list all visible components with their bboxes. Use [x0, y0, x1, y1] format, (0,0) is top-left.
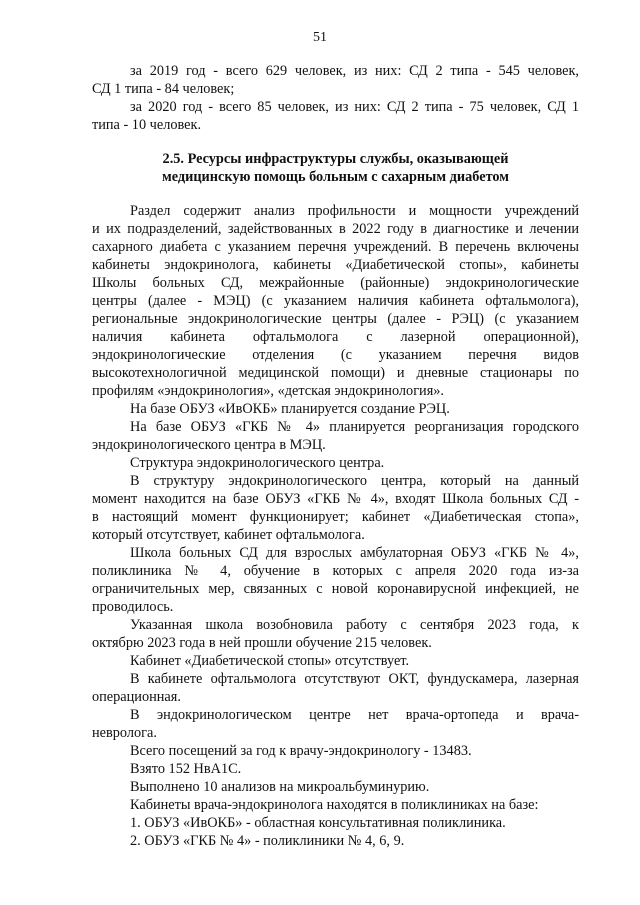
text-line: проводилось. [92, 599, 174, 615]
text-line: который отсутствует, кабинет офтальмолога. [92, 527, 365, 543]
text-line: октябрю 2023 года в ней прошли обучение 215 человек. [92, 635, 432, 651]
text-line: Школы больных СД, межрайонные (районные) эндокринологические [92, 275, 579, 291]
text-line: СД 1 типа - 84 человек; [92, 81, 235, 97]
text-line: профилям «эндокринология», «детская эндокринология». [92, 383, 445, 399]
text-line: Школа больных СД для взрослых амбулаторная ОБУЗ «ГКБ № 4», [130, 545, 579, 561]
text-line: кабинеты эндокринолога, кабинеты «Диабетической стопы», кабинеты [92, 257, 579, 273]
text-line: 2. ОБУЗ «ГКБ № 4» - поликлиники № 4, 6, 9. [130, 833, 405, 849]
text-line: региональные эндокринологические центры (далее - РЭЦ) (с указанием [92, 311, 579, 327]
text-line: Кабинеты врача-эндокринолога находятся в поликлиниках на базе: [130, 797, 539, 813]
text-line: эндокринологического центра в МЭЦ. [92, 437, 326, 453]
text-line: На базе ОБУЗ «ГКБ № 4» планируется реорганизация городского [130, 419, 579, 435]
text-line: Взято 152 HвA1C. [130, 761, 242, 777]
text-line: На базе ОБУЗ «ИвОКБ» планируется создание РЭЦ. [130, 401, 450, 417]
text-line: ограничительных мер, связанных с новой коронавирусной инфекцией, не [92, 581, 579, 597]
text-line: В структуру эндокринологического центра, который на данный [130, 473, 579, 489]
text-line: невролога. [92, 725, 157, 741]
text-line: 1. ОБУЗ «ИвОКБ» - областная консультативная поликлиника. [130, 815, 506, 831]
text-line: наличия кабинета офтальмолога с лазерной операционной), [92, 329, 579, 345]
text-line: В эндокринологическом центре нет врача-ортопеда и врача- [130, 707, 579, 723]
page-number: 51 [313, 30, 327, 45]
text-line: сахарного диабета с указанием перечня учреждений. В перечень включены [92, 239, 579, 255]
text-line: в настоящий момент функционирует; кабинет «Диабетическая стопа», [92, 509, 579, 525]
text-line: и их подразделений, задействованных в 2022 году в диагностике и лечении [92, 221, 579, 237]
text-line: за 2019 год - всего 629 человек, из них: СД 2 типа - 545 человек, [130, 63, 579, 79]
text-line: В кабинете офтальмолога отсутствуют ОКТ, фундускамера, лазерная [130, 671, 579, 687]
text-line: поликлиника № 4, обучение в которых с апреля 2020 года из-за [92, 563, 579, 579]
text-line: типа - 10 человек. [92, 117, 202, 133]
text-line: высокотехнологичной медицинской помощи) и дневные стационары по [92, 365, 579, 381]
text-line: момент находится на базе ОБУЗ «ГКБ № 4», входят Школа больных СД - [92, 491, 579, 507]
text-line: операционная. [92, 689, 181, 705]
text-line: Кабинет «Диабетической стопы» отсутствует. [130, 653, 410, 669]
text-line: Структура эндокринологического центра. [130, 455, 385, 471]
text-line: Выполнено 10 анализов на микроальбуминурию. [130, 779, 430, 795]
section-heading: 2.5. Ресурсы инфраструктуры службы, оказывающей [162, 151, 509, 167]
text-line: Раздел содержит анализ профильности и мощности учреждений [130, 203, 579, 219]
text-line: центры (далее - МЭЦ) (с указанием наличия кабинета офтальмолога), [92, 293, 579, 309]
text-line: за 2020 год - всего 85 человек, из них: СД 2 типа - 75 человек, СД 1 [130, 99, 579, 115]
section-heading: медицинскую помощь больным с сахарным диабетом [161, 169, 510, 185]
text-line: эндокринологические отделения (с указанием перечня видов [92, 347, 579, 363]
text-line: Всего посещений за год к врачу-эндокринологу - 13483. [130, 743, 472, 759]
text-line: Указанная школа возобновила работу с сентября 2023 года, к [130, 617, 579, 633]
